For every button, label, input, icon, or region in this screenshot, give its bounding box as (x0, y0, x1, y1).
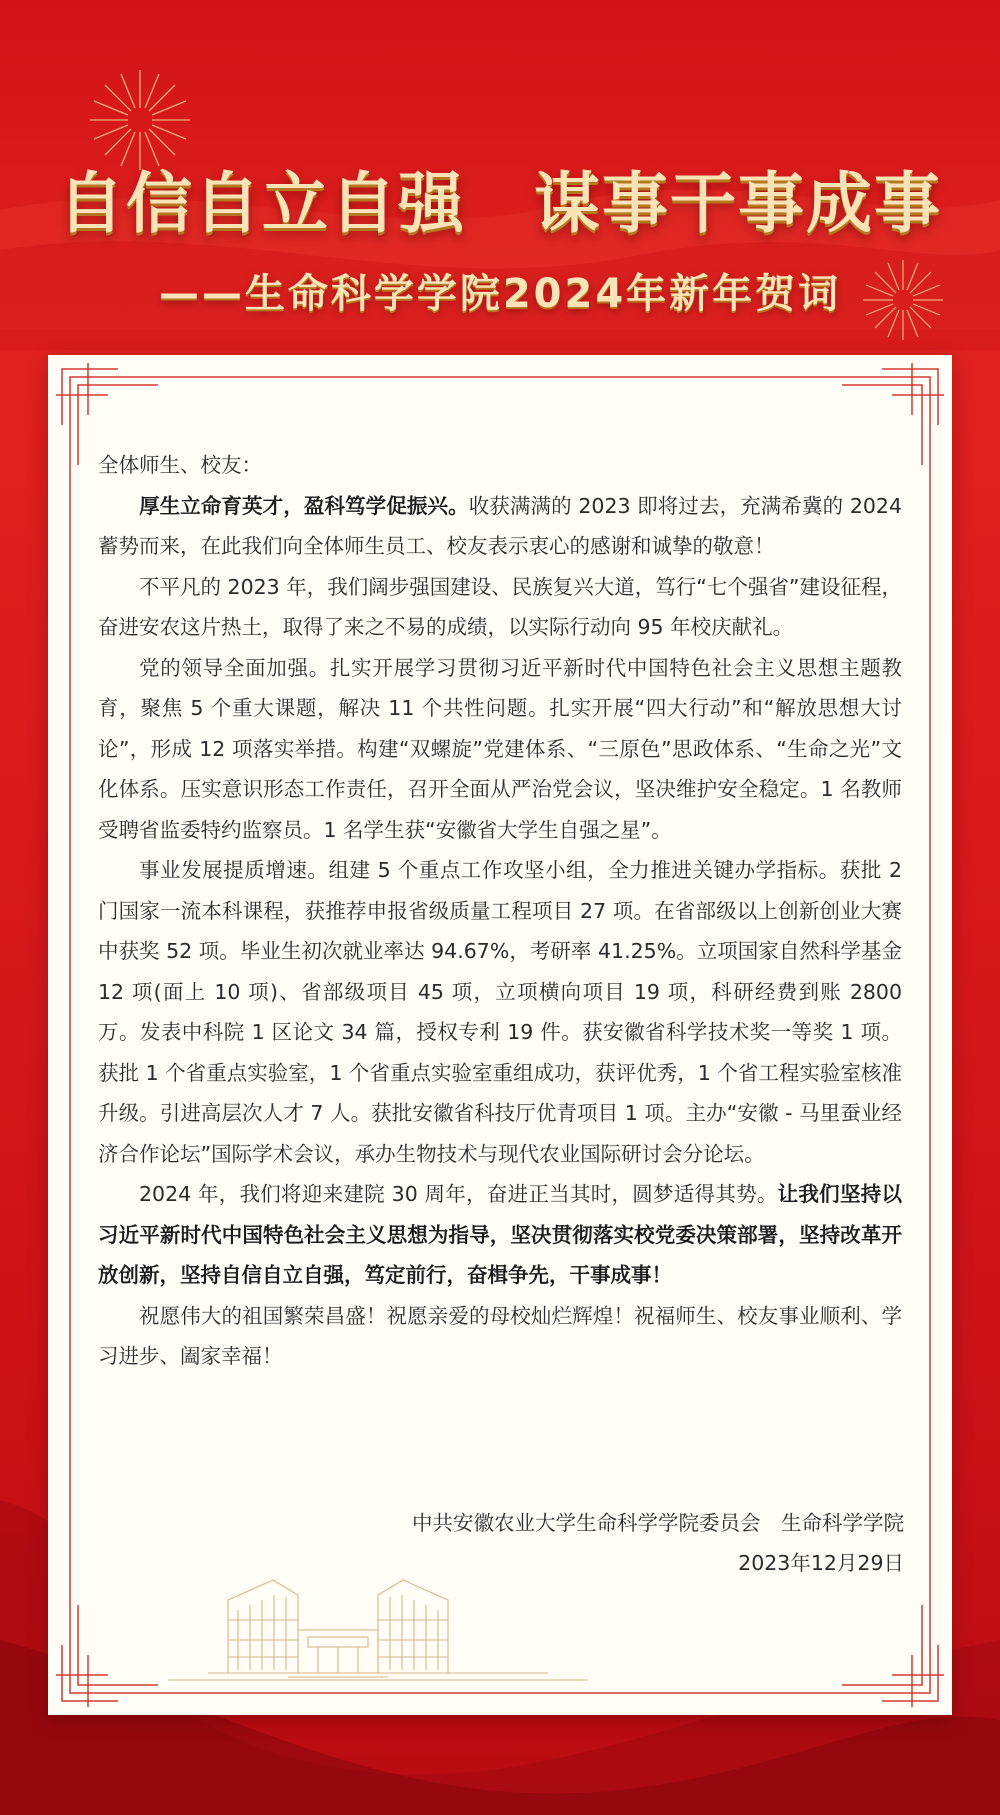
signature-org: 中共安徽农业大学生命科学学院委员会 生命科学学院 (412, 1511, 904, 1535)
paragraph-5-emphasis: 让我们坚持以习近平新时代中国特色社会主义思想为指导，坚决贯彻落实校党委决策部署，坚持改革开放创新，坚持自信自立自强，笃定前行，奋楫争先，干事成事！ (98, 1182, 902, 1287)
paragraph-5-text: 2024 年，我们将迎来建院 30 周年，奋进正当其时，圆梦适得其势。 (139, 1182, 778, 1206)
paragraph-3: 党的领导全面加强。扎实开展学习贯彻习近平新时代中国特色社会主义思想主题教育，聚焦 5 个重大课题，解决 11 个共性问题。扎实开展“四大行动”和“解放思想大讨论”，形成 12 项落实举措。构建“双螺旋”党建体系、“三原色”思政体系、“生命之光”文化体系。压实意识形态工作责任，召开全面从严治党会议，坚决维护安全稳定。1 名教师受聘省监委特约监察员。1 名学生获“安徽省大学生自强之星”。 (98, 655, 902, 842)
paragraph-1-text: 收获满满的 2023 即将过去，充满希冀的 2024 蓄势而来，在此我们向全体师生员工、校友表示衷心的感谢和诚挚的敬意！ (98, 493, 903, 558)
paragraph-6: 祝愿伟大的祖国繁荣昌盛！祝愿亲爱的母校灿烂辉煌！祝福师生、校友事业顺利、学习进步、阖家幸福！ (98, 1303, 902, 1368)
page-title: 自信自立自强 谋事干事成事 (58, 164, 942, 242)
paragraph-5 (98, 1174, 902, 1296)
paragraph-2: 不平凡的 2023 年，我们阔步强国建设、民族复兴大道，笃行“七个强省”建设征程，奋进安农这片热土，取得了来之不易的成绩，以实际行动向 95 年校庆献礼。 (98, 574, 902, 639)
paragraph-1 (98, 486, 902, 567)
signature-date: 2023年12月29日 (738, 1551, 904, 1575)
paragraph-1-lead: 厚生立命育英才，盈科笃学促振兴。 (139, 493, 469, 518)
letter-paper (48, 355, 952, 1715)
letter-body (98, 445, 902, 1377)
salutation: 全体师生、校友： (98, 453, 262, 477)
campus-building-icon (168, 1565, 588, 1685)
paragraph-4: 事业发展提质增速。组建 5 个重点工作攻坚小组，全力推进关键办学指标。获批 2 门国家一流本科课程，获推荐申报省级质量工程项目 27 项。在省部级以上创新创业大赛中获奖 52 项。毕业生初次就业率达 94.67%，考研率 41.25%。立项国家自然科学基金 12 项(面上 10 项)、省部级项目 45 项，立项横向项目 19 项，科研经费到账 2800 万。发表中科院 1 区论文 34 篇，授权专利 19 件。获安徽省科学技术奖一等奖 1 项。获批 1 个省重点实验室，1 个省重点实验室重组成功，获评优秀，1 个省工程实验室核准升级。引进高层次人才 7 人。获批安徽省科技厅优青项目 1 项。主办“安徽 - 马里蚕业经济合作论坛”国际学术会议，承办生物技术与现代农业国际研讨会分论坛。 (98, 858, 902, 1166)
page-subtitle: ——生命科学学院2024年新年贺词 (158, 271, 842, 317)
